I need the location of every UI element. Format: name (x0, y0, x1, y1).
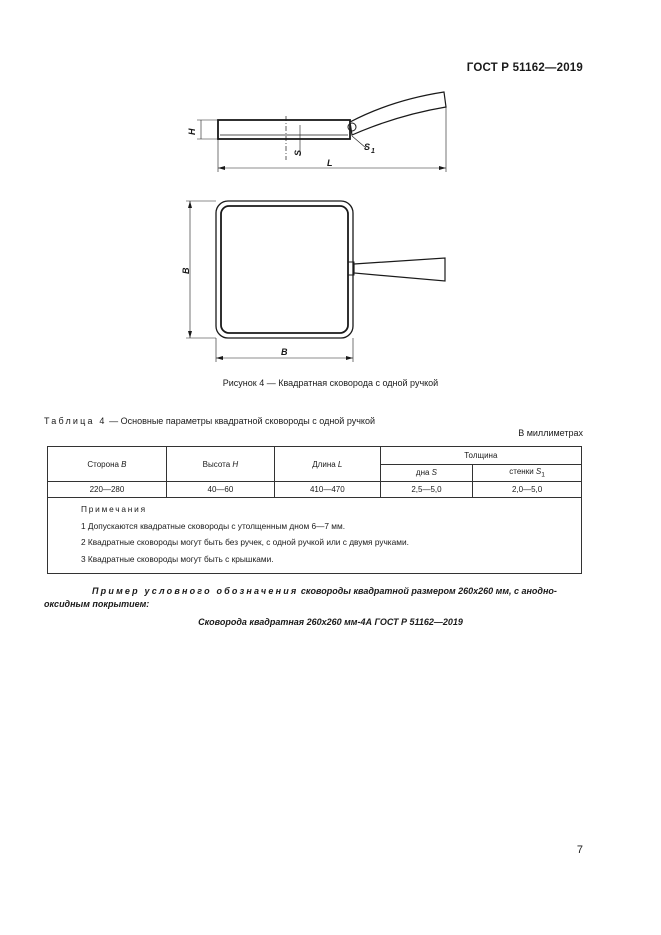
table-row (48, 482, 582, 498)
pan-drawing (0, 0, 661, 380)
side-view (197, 92, 446, 172)
cell-side: 220—280 (48, 482, 167, 498)
units-note: В миллиметрах (518, 428, 583, 438)
header-length: Длина L (274, 447, 380, 482)
standard-number: ГОСТ Р 51162—2019 (466, 62, 583, 74)
note-item: 3 Квадратные сковороды могут быть с крышками. (81, 553, 274, 564)
notes-title: Примечания (81, 504, 147, 514)
dim-label-h: H (187, 128, 197, 135)
table-title-lead: Таблица 4 (44, 416, 107, 426)
notes-cell (48, 498, 582, 574)
header-side: Сторона B (48, 447, 167, 482)
designation-text: Сковорода квадратная 260x260 мм-4А ГОСТ Р 51162—2019 (198, 617, 463, 627)
top-view (186, 201, 445, 362)
header-thickness: Толщина (380, 447, 581, 465)
dim-label-b-horizontal: B (281, 347, 288, 357)
example-lead: Пример условного обозначения (92, 586, 299, 596)
side-view-handle (350, 92, 446, 135)
header-bottom: дна S (380, 464, 473, 482)
example-text: сковороды квадратной размером 260x260 мм, с анодно-оксидным покрытием: (44, 586, 557, 609)
header-height: Высота H (166, 447, 274, 482)
dim-label-l: L (327, 158, 333, 168)
table-title (44, 416, 375, 426)
dim-label-b-vertical: B (181, 267, 191, 274)
top-view-outer-rim (216, 201, 353, 338)
page-number: 7 (576, 844, 583, 856)
cell-bottom: 2,5—5,0 (380, 482, 473, 498)
note-item: 1 Допускаются квадратные сковороды с утолщенным дном 6—7 мм. (81, 520, 346, 531)
cell-length: 410—470 (274, 482, 380, 498)
top-view-inner-rim (221, 206, 348, 333)
dim-label-s: S (293, 149, 303, 156)
top-view-handle (354, 258, 445, 281)
cell-height: 40—60 (166, 482, 274, 498)
note-item: 2 Квадратные сковороды могут быть без ручек, с одной ручкой или с двумя ручками. (81, 537, 409, 547)
dim-label-s1-sub: 1 (371, 148, 375, 155)
designation-example (44, 585, 582, 611)
table-title-rest: — Основные параметры квадратной сковороды с одной ручкой (106, 416, 375, 426)
cell-walls: 2,0—5,0 (473, 482, 582, 498)
figure-caption: Рисунок 4 — Квадратная сковорода с одной ручкой (222, 378, 439, 388)
header-walls: стенки $S_1$ (473, 464, 582, 482)
parameters-table (47, 446, 582, 574)
side-view-body (218, 120, 350, 139)
dim-label-s1: S (364, 142, 371, 152)
